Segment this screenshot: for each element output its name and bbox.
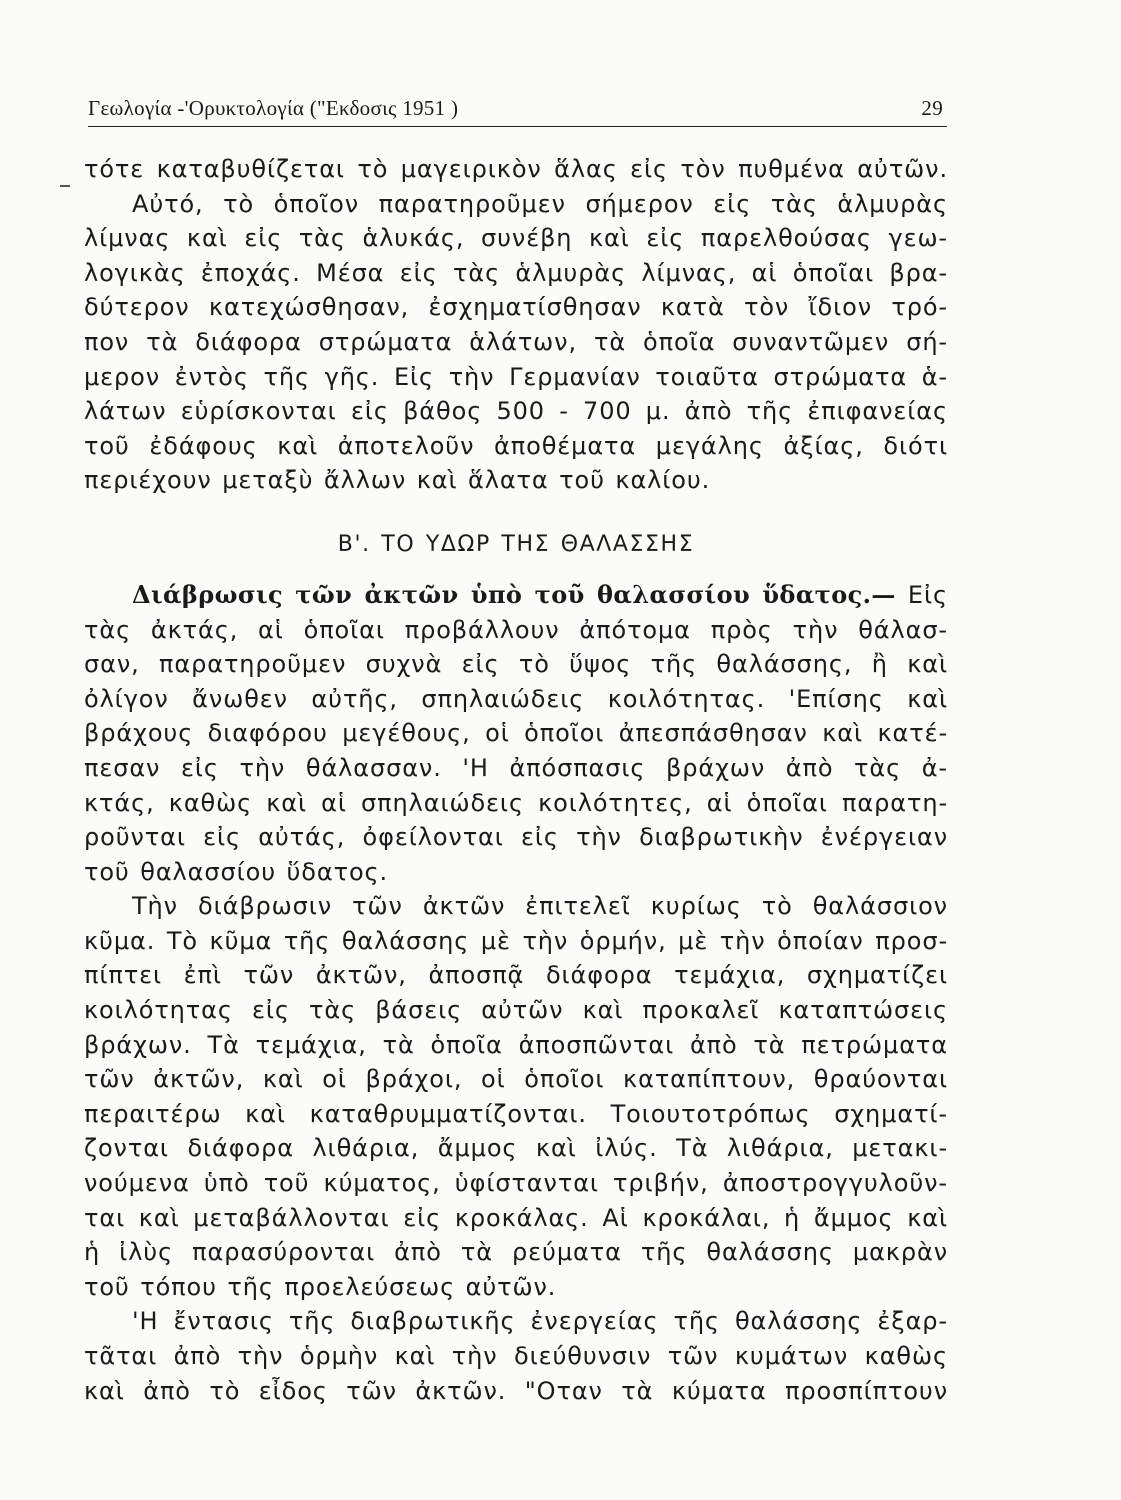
text-line: δύτερον κατεχώσθησαν, ἐσχηματίσθησαν κατὰ τὸν ἴδιον τρό- — [84, 293, 948, 322]
text-line: λάτων εὑρίσκονται εἰς βάθος 500 - 700 μ. ἀπὸ τῆς ἐπιφανείας — [84, 397, 948, 426]
running-head-title: Γεωλογία -'Ορυκτολογία ("Εκδοσις 1951 ) — [88, 96, 459, 120]
text-line: κοιλότητας εἰς τὰς βάσεις αὐτῶν καὶ προκαλεῖ καταπτώσεις — [84, 996, 948, 1025]
text-line: τοῦ θαλασσίου ὕδατος. — [84, 857, 389, 886]
text-line: καὶ ἀπὸ τὸ εἶδος τῶν ἀκτῶν. "Οταν τὰ κύματα προσπίπτουν — [84, 1376, 948, 1405]
text-line: τᾶται ἀπὸ τὴν ὁρμὴν καὶ τὴν διεύθυνσιν τῶν κυμάτων καθὼς — [84, 1342, 948, 1370]
text-line: 'Η ἔντασις τῆς διαβρωτικῆς ἐνεργείας τῆς θαλάσσης ἐξαρ- — [132, 1307, 948, 1336]
text-line: κτάς, καθὼς καὶ αἱ σπηλαιώδεις κοιλότητες, αἱ ὁποῖαι παρατη- — [84, 788, 948, 817]
text-line: πεσαν εἰς τὴν θάλασσαν. 'Η ἀπόσπασις βράχων ἀπὸ τὰς ἀ- — [84, 753, 948, 782]
paragraph-coast-erosion — [84, 578, 948, 889]
text-line: τὰς ἀκτάς, αἱ ὁποῖαι προβάλλουν ἀπότομα πρὸς τὴν θάλασ- — [84, 615, 948, 644]
text-line: περιέχουν μεταξὺ ἄλλων καὶ ἅλατα τοῦ καλίου. — [84, 466, 711, 495]
body-text — [84, 152, 948, 1408]
page-number: 29 — [921, 96, 943, 120]
text-line: σαν, παρατηροῦμεν συχνὰ εἰς τὸ ὕψος τῆς θαλάσσης, ἢ καὶ — [84, 650, 948, 679]
text-line: πίπτει ἐπὶ τῶν ἀκτῶν, ἀποσπᾷ διάφορα τεμάχια, σχηματίζει — [84, 961, 948, 990]
text-line: τοῦ τόπου τῆς προελεύσεως αὐτῶν. — [84, 1272, 557, 1301]
text-line: νούμενα ὑπὸ τοῦ κύματος, ὑφίστανται τριβήν, ἀποστρογγυλοῦν- — [84, 1169, 948, 1198]
text-line: μερον ἐντὸς τῆς γῆς. Εἰς τὴν Γερμανίαν τοιαῦτα στρώματα ἁ- — [84, 362, 948, 391]
text-line: τότε καταβυθίζεται τὸ μαγειρικὸν ἅλας εἰς τὸν πυθμένα αὐτῶν. — [84, 155, 948, 183]
subheading: Διάβρωσις τῶν ἀκτῶν ὑπὸ τοῦ θαλασσίου ὕδατος.— — [132, 579, 896, 609]
text-line: βράχους διαφόρου μεγέθους, οἱ ὁποῖοι ἀπεσπάσθησαν καὶ κατέ- — [84, 719, 948, 748]
text-line: βράχων. Τὰ τεμάχια, τὰ ὁποῖα ἀποσπῶνται ἀπὸ τὰ πετρώματα — [84, 1030, 948, 1059]
paragraph-wave-action — [84, 889, 948, 1304]
text-line: Αὐτό, τὸ ὁποῖον παρατηροῦμεν σήμερον εἰς τὰς ἁλμυρὰς — [132, 189, 948, 218]
text-line: περαιτέρω καὶ καταθρυμματίζονται. Τοιουτοτρόπως σχηματί- — [84, 1099, 948, 1128]
text-line: ται καὶ μεταβάλλονται εἰς κροκάλας. Αἱ κροκάλαι, ἡ ἄμμος καὶ — [84, 1203, 948, 1232]
text-line: Τὴν διάβρωσιν τῶν ἀκτῶν ἐπιτελεῖ κυρίως τὸ θαλάσσιον — [132, 892, 948, 921]
scan-mark — [60, 185, 70, 187]
text-line: τοῦ ἐδάφους καὶ ἀποτελοῦν ἀποθέματα μεγάλης ἀξίας, διότι — [84, 431, 948, 460]
text-line: λίμνας καὶ εἰς τὰς ἁλυκάς, συνέβη καὶ εἰς παρελθούσας γεω- — [84, 224, 948, 253]
text-line — [84, 578, 948, 613]
text-line: ροῦνται εἰς αὐτάς, ὀφείλονται εἰς τὴν διαβρωτικὴν ἐνέργειαν — [84, 823, 948, 852]
text-line: κῦμα. Τὸ κῦμα τῆς θαλάσσης μὲ τὴν ὁρμήν, μὲ τὴν ὁποίαν προσ- — [84, 926, 948, 955]
text-fragment: Εἰς — [907, 580, 948, 609]
text-line: ἡ ἰλὺς παρασύρονται ἀπὸ τὰ ρεύματα τῆς θαλάσσης μακρὰν — [84, 1238, 948, 1267]
text-line: λογικὰς ἐποχάς. Μέσα εἰς τὰς ἁλμυρὰς λίμνας, αἱ ὁποῖαι βρα- — [84, 258, 948, 287]
text-line: πον τὰ διάφορα στρώματα ἁλάτων, τὰ ὁποῖα συναντῶμεν σή- — [84, 327, 948, 356]
paragraph-erosion-intensity — [84, 1304, 948, 1408]
section-heading: Β'. ΤΟ ΥΔΩΡ ΤΗΣ ΘΑΛΑΣΣΗΣ — [337, 531, 695, 557]
text-line: τῶν ἀκτῶν, καὶ οἱ βράχοι, οἱ ὁποῖοι καταπίπτουν, θραύονται — [84, 1065, 948, 1094]
text-line: ζονται διάφορα λιθάρια, ἄμμος καὶ ἰλύς. Τὰ λιθάρια, μετακι- — [84, 1134, 948, 1163]
paragraph-salt-lakes — [84, 152, 948, 498]
running-head — [88, 92, 947, 127]
text-line: ὀλίγον ἄνωθεν αὐτῆς, σπηλαιώδεις κοιλότητας. 'Επίσης καὶ — [84, 684, 948, 713]
